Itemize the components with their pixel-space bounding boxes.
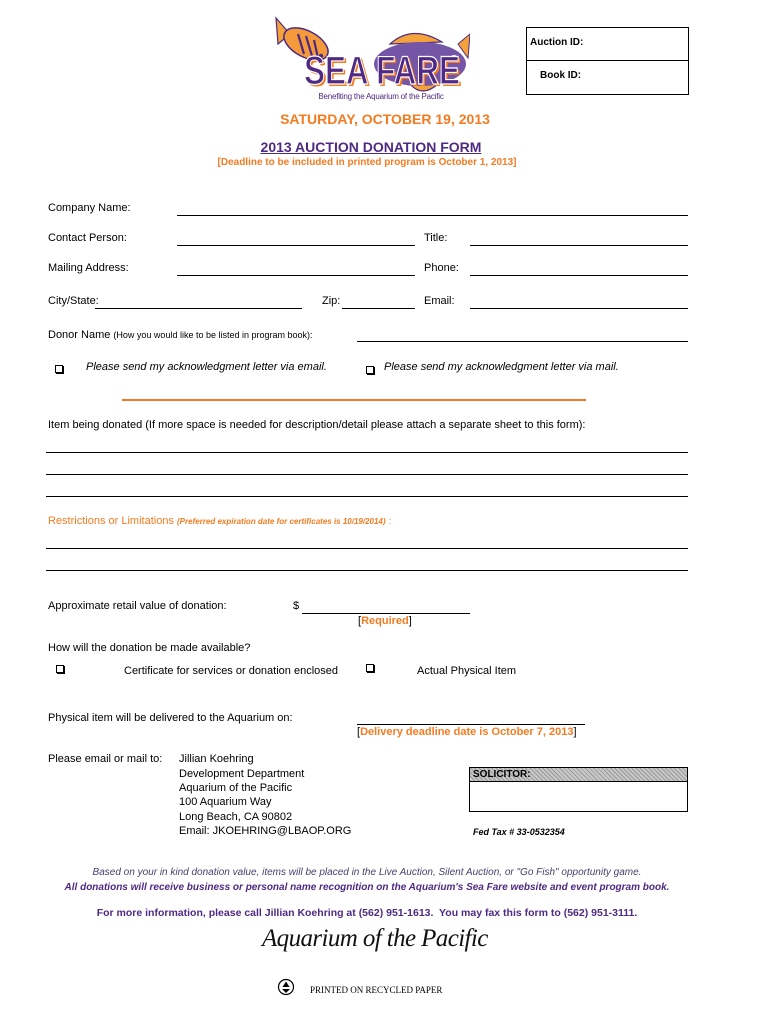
fed-tax-id: Fed Tax # 33-0532354 (473, 827, 565, 837)
company-name-label: Company Name: (48, 202, 131, 214)
title-field[interactable] (470, 245, 688, 246)
solicitor-field[interactable] (470, 782, 687, 810)
contact-department: Development Department (179, 768, 305, 780)
book-id-field[interactable] (527, 61, 688, 94)
logo-wordmark-shadow: SEA FARE (306, 51, 462, 95)
bracket-open: [ (358, 615, 362, 627)
restrictions-label-group (48, 515, 391, 528)
contact-person-field[interactable] (177, 245, 415, 246)
city-state-field[interactable] (95, 308, 302, 309)
item-description-line-1[interactable] (46, 452, 688, 453)
recycle-icon (277, 978, 295, 996)
contact-city: Long Beach, CA 90802 (179, 811, 293, 823)
form-title: 2013 AUCTION DONATION FORM (260, 139, 482, 155)
physical-item-label: Actual Physical Item (417, 665, 517, 677)
title-label: Title: (424, 232, 448, 244)
sea-fare-logo (272, 14, 470, 96)
email-field[interactable] (470, 308, 688, 309)
donor-name-title: Donor Name (48, 329, 111, 341)
event-date: SATURDAY, OCTOBER 19, 2013 (280, 111, 490, 127)
bracket-close: ] (573, 726, 577, 738)
placement-note: Based on your in kind donation value, items will be placed in the Live Auction, Silent Auction, or "Go Fish" opportunity game. (92, 867, 642, 878)
solicitor-label: SOLICITOR: (470, 768, 687, 782)
orange-divider (122, 399, 586, 401)
recycled-paper-note: PRINTED ON RECYCLED PAPER (310, 985, 443, 995)
contact-street: 100 Aquarium Way (179, 796, 272, 808)
item-description-line-2[interactable] (46, 474, 688, 475)
auction-id-label: Auction ID: (530, 37, 584, 48)
delivery-deadline-label: Delivery deadline date is October 7, 2013 (360, 726, 574, 738)
donor-name-hint: (How you would like to be listed in program book): (113, 330, 313, 340)
logo-tagline: Benefiting the Aquarium of the Pacific (318, 92, 444, 101)
certificate-label: Certificate for services or donation enclosed (124, 665, 338, 677)
zip-label: Zip: (322, 295, 341, 307)
book-id-label: Book ID: (540, 70, 582, 81)
donor-name-field[interactable] (357, 341, 688, 342)
availability-question: How will the donation be made available? (48, 642, 251, 654)
restrictions-label: Restrictions or Limitations (48, 515, 174, 527)
delivery-label: Physical item will be delivered to the Aquarium on: (48, 712, 293, 724)
item-donated-label: Item being donated (If more space is needed for description/detail please attach a separate sheet to this form): (48, 419, 586, 431)
delivery-deadline-note (357, 726, 577, 739)
retail-value-field[interactable] (302, 613, 470, 614)
retail-value-label: Approximate retail value of donation: (48, 600, 227, 612)
contact-person-label: Contact Person: (48, 232, 127, 244)
restrictions-colon: : (388, 516, 392, 526)
phone-label: Phone: (424, 262, 459, 274)
auction-id-field[interactable] (527, 28, 688, 61)
currency-symbol: $ (293, 600, 300, 612)
bracket-close: ] (408, 615, 412, 627)
delivery-date-field[interactable] (357, 724, 585, 725)
mailing-address-field[interactable] (177, 275, 415, 276)
deadline-note: [Deadline to be included in printed program is October 1, 2013] (217, 157, 517, 168)
restrictions-line-2[interactable] (46, 570, 688, 571)
phone-field[interactable] (470, 275, 688, 276)
send-to-label: Please email or mail to: (48, 753, 163, 765)
required-label: Required (361, 615, 409, 627)
info-line: For more information, please call Jillian Koehring at (562) 951-1613. You may fax this form to (562) 951-3111. (96, 907, 638, 919)
certificate-checkbox[interactable] (56, 665, 64, 673)
mailing-address-label: Mailing Address: (48, 262, 129, 274)
id-box (526, 27, 689, 95)
bracket-open: [ (357, 726, 361, 738)
mail-ack-checkbox[interactable] (366, 366, 374, 374)
email-label: Email: (424, 295, 455, 307)
item-description-line-3[interactable] (46, 496, 688, 497)
donor-name-label (48, 329, 313, 342)
solicitor-box (469, 767, 688, 812)
recognition-note: All donations will receive business or personal name recognition on the Aquarium's Sea Fare website and event program book. (64, 882, 670, 893)
logo-wordmark: SEA FARE (304, 49, 460, 93)
mail-ack-label: Please send my acknowledgment letter via mail. (384, 361, 619, 373)
contact-name: Jillian Koehring (179, 753, 254, 765)
zip-field[interactable] (342, 308, 415, 309)
restrictions-note: (Preferred expiration date for certificates is 10/19/2014) (177, 517, 386, 526)
aquarium-of-the-pacific-logo: Aquarium of the Pacific (262, 925, 488, 952)
email-ack-checkbox[interactable] (55, 365, 63, 373)
city-state-label: City/State: (48, 295, 99, 307)
contact-email: Email: JKOEHRING@LBAOP.ORG (179, 825, 352, 837)
physical-item-checkbox[interactable] (366, 664, 374, 672)
required-note (358, 615, 412, 628)
restrictions-line-1[interactable] (46, 548, 688, 549)
company-name-field[interactable] (177, 215, 688, 216)
email-ack-label: Please send my acknowledgment letter via email. (86, 361, 327, 373)
contact-organization: Aquarium of the Pacific (179, 782, 293, 794)
